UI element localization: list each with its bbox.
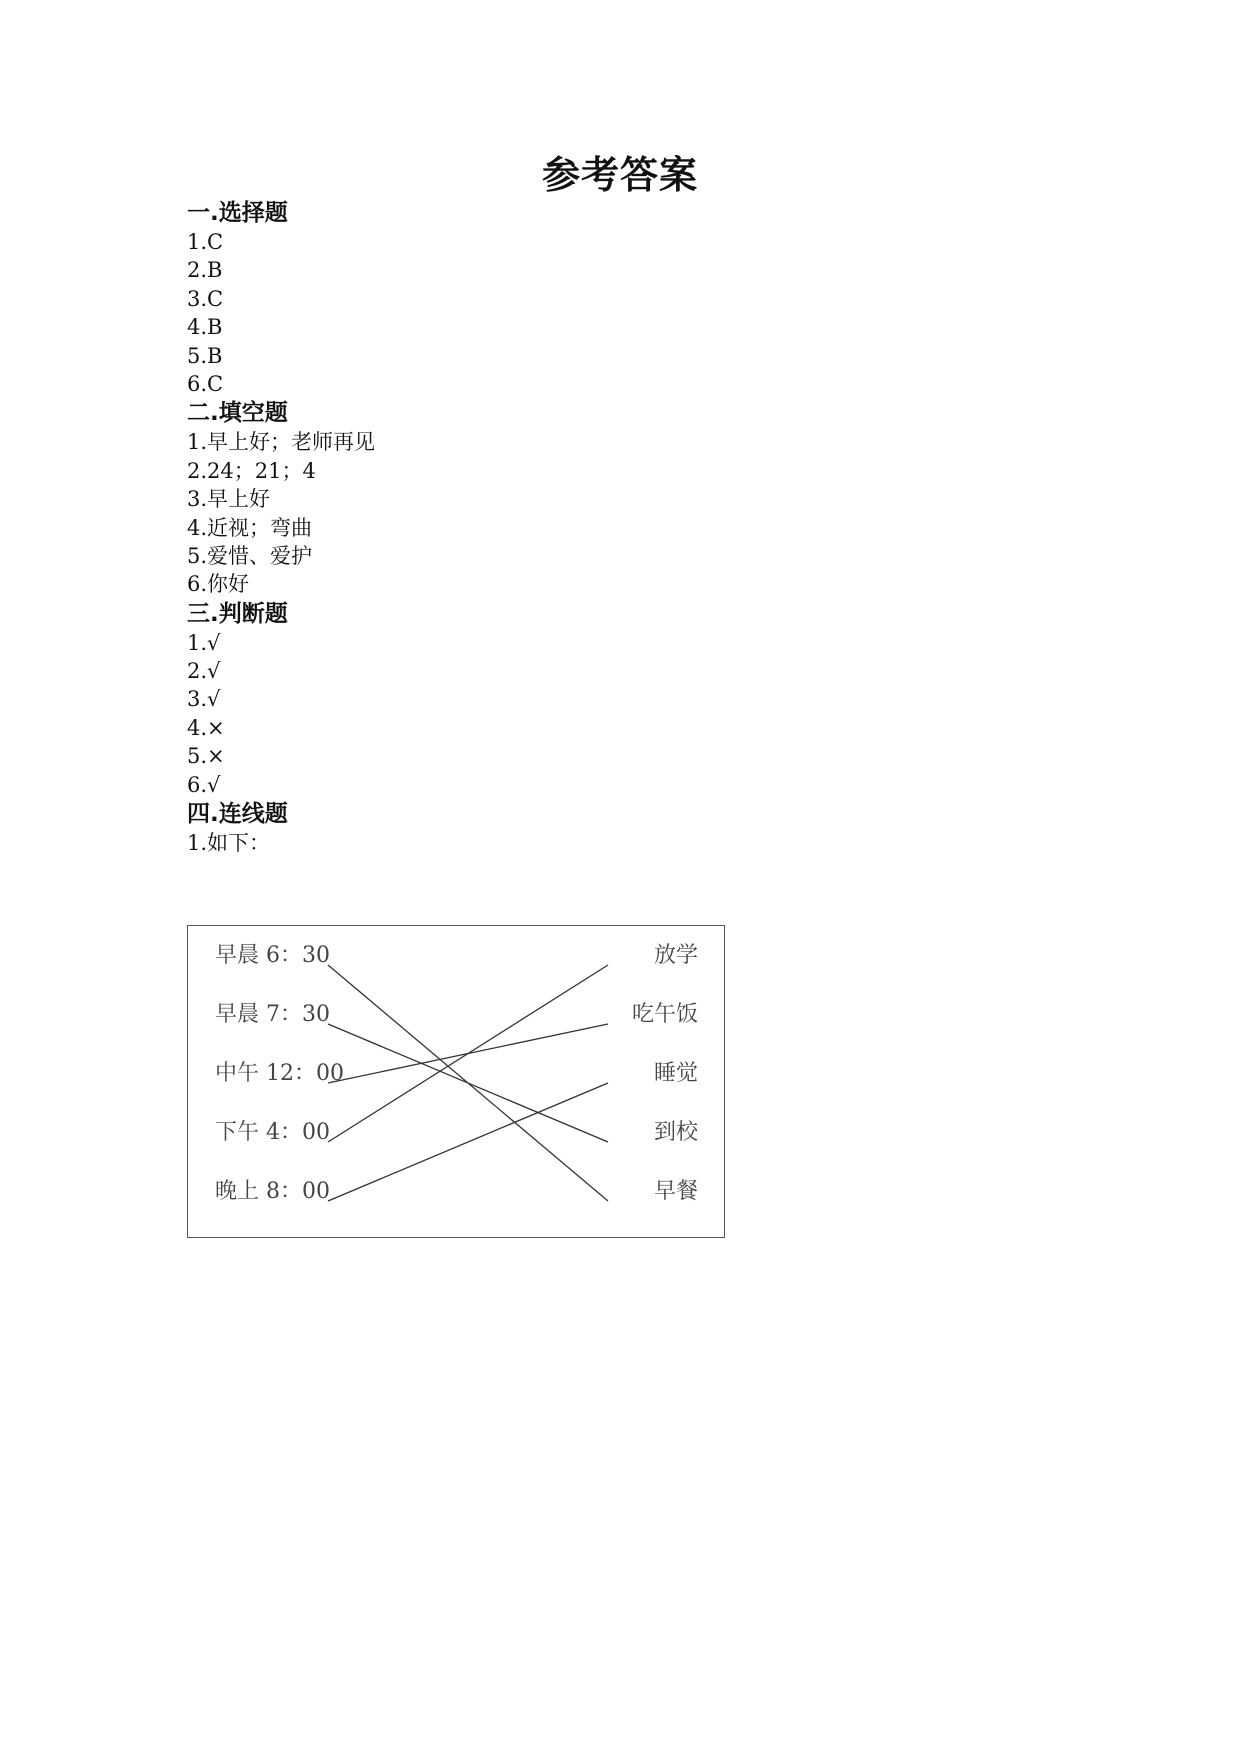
section-choice [187,198,1087,398]
section-heading: 一.选择题 [187,200,288,226]
answer-item: 5.× [187,744,225,769]
answer-list [187,228,1087,398]
section-heading: 三.判断题 [187,600,288,627]
right-activity-label: 放学 [653,943,698,968]
right-activity-label: 早餐 [653,1179,698,1204]
answer-item: 5.B [187,343,223,368]
answer-list [187,428,1087,598]
answer-item: 6.C [187,371,224,396]
matching-diagram [187,925,725,1238]
match-line [328,965,608,1142]
answer-list [187,629,1087,799]
section-fill-blank [187,398,1087,598]
left-time-label: 早晨 7：30 [215,1002,330,1027]
answer-item: 1.如下： [187,831,271,856]
match-line [328,1083,608,1201]
answer-item: 6.√ [187,772,221,797]
left-time-label: 中午 12：00 [215,1061,344,1086]
left-time-label: 早晨 6：30 [215,943,330,968]
right-activity-label: 吃午饭 [631,1002,698,1027]
answer-item: 3.早上好 [187,487,271,512]
answer-item: 6.你好 [187,572,250,597]
left-time-label: 晚上 8：00 [215,1179,330,1204]
answer-item: 1.早上好；老师再见 [187,430,376,455]
answer-item: 2.24；21；4 [187,458,316,483]
answer-content [187,198,1087,857]
section-true-false [187,599,1087,799]
answer-item: 5.爱惜、爱护 [187,543,313,568]
answer-item: 2.B [187,258,223,283]
answer-item: 4.近视；弯曲 [187,515,313,540]
page-title: 参考答案 [541,153,698,197]
answer-item: 1.√ [187,630,221,655]
match-line [328,1024,608,1142]
answer-item: 2.√ [187,659,221,684]
section-matching [187,799,1087,857]
answer-item: 1.C [187,230,224,254]
section-heading: 四.连线题 [187,801,288,828]
left-time-label: 下午 4：00 [215,1120,330,1145]
answer-item: 3.√ [187,687,221,712]
answer-item: 4.B [187,315,223,340]
section-heading: 二.填空题 [187,400,288,427]
right-activity-label: 睡觉 [653,1061,698,1086]
answer-item: 3.C [187,286,224,311]
right-activity-label: 到校 [653,1120,698,1145]
answer-list [187,829,1087,857]
answer-item: 4.× [187,715,225,740]
